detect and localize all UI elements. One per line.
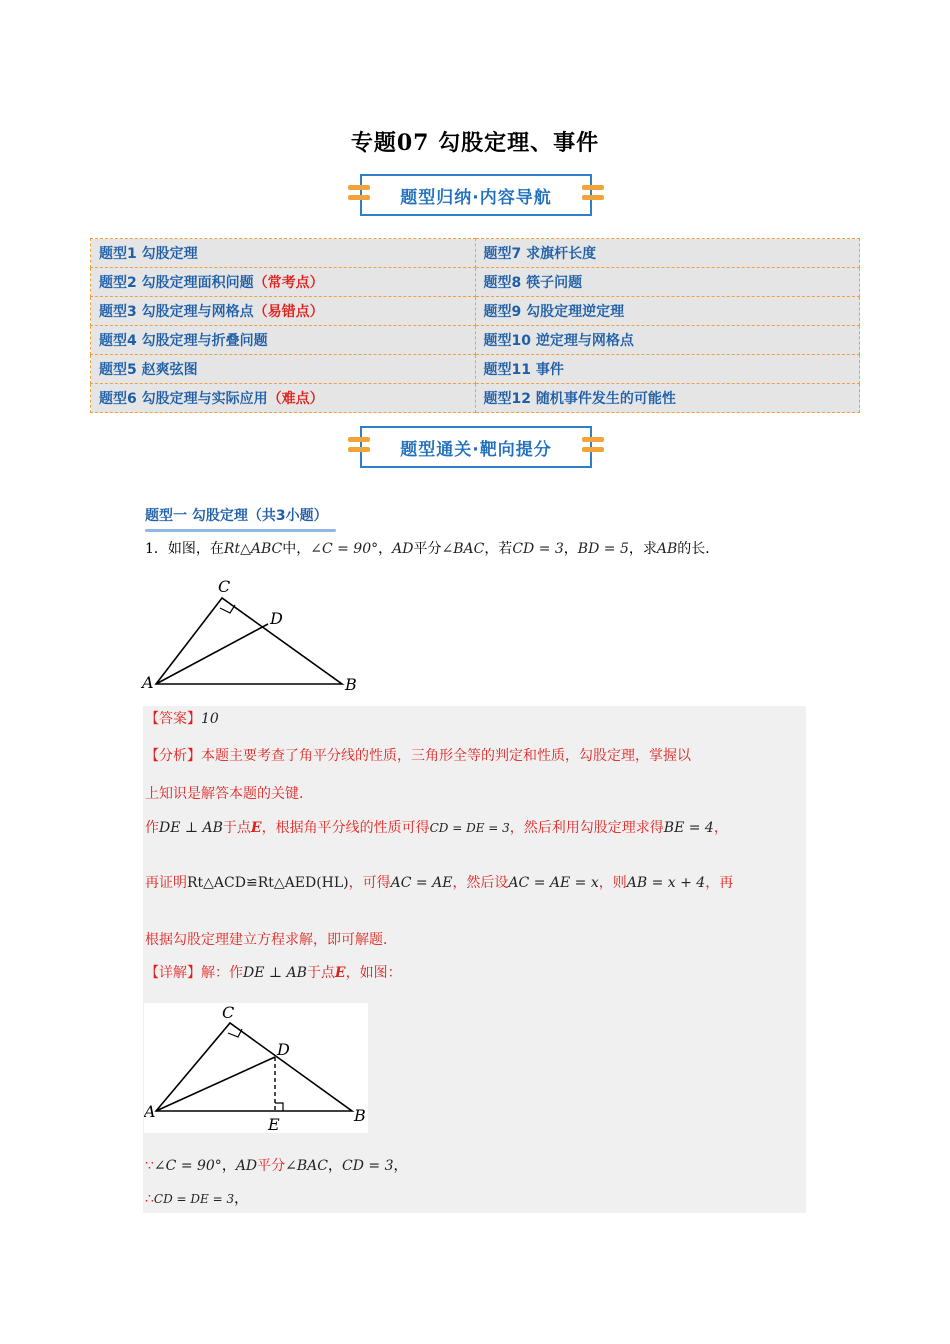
- analysis-line-3: [145, 817, 728, 837]
- analysis-text: 于点: [222, 820, 251, 836]
- section-heading-text: 题型一 勾股定理（共3小题）: [145, 508, 328, 524]
- toc-item[interactable]: [475, 355, 860, 384]
- analysis-math: AB = x + 4: [626, 875, 706, 891]
- banner-deco-icon: [348, 437, 370, 457]
- toc-item-label: 题型4 勾股定理与折叠问题: [99, 333, 268, 349]
- toc-item-label: 题型11 事件: [483, 362, 564, 378]
- q-math: BD = 5: [577, 541, 629, 557]
- analysis-tag: 【分析】: [145, 748, 201, 764]
- toc-table: [90, 238, 860, 413]
- analysis-text: ，则: [598, 875, 627, 891]
- label-b: B: [345, 675, 357, 694]
- toc-item[interactable]: [475, 297, 860, 326]
- step-math: CD = 3: [342, 1158, 394, 1174]
- step-text: ，: [221, 1158, 236, 1174]
- triangle-figure-with-e: [144, 1003, 368, 1133]
- toc-item-note: （易错点）: [253, 304, 324, 320]
- analysis-line-4: [145, 872, 733, 892]
- step-math: ∠C = 90°: [153, 1158, 222, 1174]
- analysis-text: ，然后利用勾股定理求得: [509, 820, 664, 836]
- analysis-text: 再证明: [145, 875, 187, 891]
- answer-value: 10: [201, 711, 219, 727]
- toc-item[interactable]: [475, 239, 860, 268]
- therefore-symbol: ∴: [145, 1191, 154, 1207]
- detail-math: E: [334, 965, 346, 981]
- label-e: E: [268, 1115, 280, 1133]
- step-line-1: [145, 1155, 407, 1175]
- step-text: ，: [234, 1191, 249, 1207]
- question-1: [145, 538, 719, 558]
- analysis-text: ，可得: [348, 875, 391, 891]
- analysis-math: CD = DE = 3: [429, 821, 510, 835]
- step-math: AD: [235, 1158, 258, 1174]
- detail-math: DE ⊥ AB: [243, 965, 307, 981]
- analysis-text: ，根据角平分线的性质可得: [261, 820, 430, 836]
- toc-item[interactable]: [91, 326, 476, 355]
- toc-item-label: 题型2 勾股定理面积问题: [99, 275, 254, 291]
- section-banner-practice: [360, 426, 592, 468]
- analysis-math: Rt△ACD≌Rt△AED(HL): [187, 875, 349, 891]
- banner-deco-icon: [348, 185, 370, 205]
- toc-row: [91, 268, 860, 297]
- toc-row: [91, 355, 860, 384]
- bisector-ad: [156, 624, 268, 684]
- analysis-math: AC = AE = x: [508, 875, 599, 891]
- q-text: ，: [563, 541, 578, 557]
- toc-item-label: 题型5 赵爽弦图: [99, 362, 198, 378]
- toc-item-label: 题型6 勾股定理与实际应用: [99, 391, 268, 407]
- banner-label: 题型归纳·内容导航: [400, 187, 552, 208]
- step-text: ，: [393, 1158, 408, 1174]
- toc-row: [91, 297, 860, 326]
- toc-item[interactable]: [91, 384, 476, 413]
- analysis-text: ，然后设: [452, 875, 509, 891]
- q-math: ∠BAC: [441, 541, 485, 557]
- q-text: 平分: [413, 541, 442, 557]
- toc-item-note: （难点）: [267, 391, 324, 407]
- q-math: AD: [392, 541, 414, 557]
- page-title: 专题07 勾股定理、事件: [350, 130, 600, 156]
- step-math: CD = DE = 3: [153, 1192, 235, 1206]
- bisector-ad: [156, 1057, 275, 1111]
- question-number: 1．: [145, 541, 168, 557]
- analysis-math: E: [250, 820, 262, 836]
- toc-row: [91, 326, 860, 355]
- banner-deco-icon: [582, 185, 604, 205]
- toc-item[interactable]: [91, 268, 476, 297]
- q-text: ，若: [484, 541, 513, 557]
- because-symbol: ∵: [145, 1158, 154, 1174]
- analysis-line-1: [145, 745, 691, 765]
- q-math: AB: [656, 541, 678, 557]
- toc-item-label: 题型1 勾股定理: [99, 246, 198, 262]
- label-d: D: [270, 609, 283, 628]
- toc-item-label: 题型10 逆定理与网格点: [483, 333, 634, 349]
- q-text: ，求: [628, 541, 657, 557]
- step-text: 平分: [257, 1158, 286, 1174]
- q-text: 的长．: [677, 541, 720, 557]
- toc-item[interactable]: [475, 326, 860, 355]
- q-text: 如图，在: [167, 541, 224, 557]
- section-banner-navigation: [360, 174, 592, 216]
- analysis-text: ，再: [705, 875, 734, 891]
- toc-item[interactable]: [91, 297, 476, 326]
- analysis-line-2: 上知识是解答本题的关键．: [145, 786, 313, 802]
- answer-tag: 【答案】: [145, 711, 201, 727]
- toc-item-label: 题型3 勾股定理与网格点: [99, 304, 254, 320]
- toc-item[interactable]: [91, 239, 476, 268]
- analysis-math: DE ⊥ AB: [159, 820, 223, 836]
- q-text: ，: [378, 541, 393, 557]
- right-angle-mark: [275, 1103, 283, 1111]
- banner-label: 题型通关·靶向提分: [400, 439, 552, 460]
- label-c: C: [222, 1003, 235, 1022]
- analysis-math: AC = AE: [390, 875, 453, 891]
- toc-item[interactable]: [475, 384, 860, 413]
- toc-item-label: 题型12 随机事件发生的可能性: [483, 391, 676, 407]
- triangle-figure: [140, 574, 370, 694]
- triangle-abc: [156, 598, 342, 684]
- label-c: C: [218, 577, 231, 596]
- toc-item[interactable]: [91, 355, 476, 384]
- label-d: D: [277, 1040, 290, 1059]
- toc-row: [91, 384, 860, 413]
- section-underline: [145, 529, 336, 532]
- section-heading: [145, 505, 328, 528]
- analysis-text: 作: [145, 820, 159, 836]
- toc-item-label: 题型9 勾股定理逆定理: [483, 304, 625, 320]
- step-math: ∠BAC: [285, 1158, 328, 1174]
- detail-text: ，如图：: [345, 965, 402, 981]
- q-math: ∠C = 90°: [310, 541, 379, 557]
- q-text: 中，: [282, 541, 311, 557]
- q-math: CD = 3: [512, 541, 564, 557]
- q-math: Rt△ABC: [223, 541, 283, 557]
- label-a: A: [144, 1102, 156, 1121]
- step-text: ，: [328, 1158, 342, 1174]
- answer-line: [145, 708, 219, 728]
- detail-tag: 【详解】: [145, 965, 201, 981]
- toc-item-label: 题型7 求旗杆长度: [483, 246, 597, 262]
- step-line-2: [145, 1188, 248, 1208]
- analysis-text: 本题主要考查了角平分线的性质，三角形全等的判定和性质，勾股定理，掌握以: [201, 748, 691, 764]
- banner-deco-icon: [582, 437, 604, 457]
- label-a: A: [142, 673, 154, 692]
- detail-text: 于点: [306, 965, 335, 981]
- analysis-text: ，: [713, 820, 728, 836]
- detail-line: [145, 962, 402, 982]
- label-b: B: [354, 1106, 366, 1125]
- toc-item[interactable]: [475, 268, 860, 297]
- toc-item-label: 题型8 筷子问题: [483, 275, 583, 291]
- toc-item-note: （常考点）: [253, 275, 324, 291]
- analysis-math: BE = 4: [663, 820, 714, 836]
- detail-text: 解：作: [201, 965, 243, 981]
- toc-row: [91, 239, 860, 268]
- analysis-line-5: 根据勾股定理建立方程求解，即可解题．: [145, 932, 397, 948]
